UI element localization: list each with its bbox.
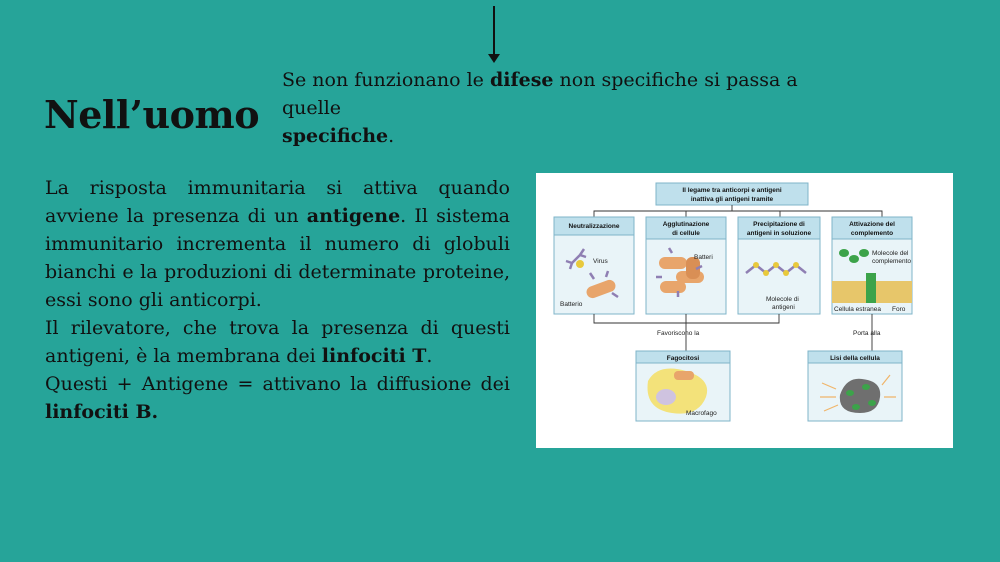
label-pore: Foro [892,306,906,313]
box-neutralization-title: Neutralizzazione [568,223,620,230]
top-note [282,66,842,150]
label-antigen-molecules-2: antigeni [772,304,795,311]
box-phagocytosis-title: Fagocitosi [666,355,700,362]
box-complement-title-1: Attivazione del [849,221,895,228]
para3-bold: linfociti B. [45,401,159,423]
header-connectors [594,205,882,217]
note-text-3: . [388,125,395,147]
para2-bold: linfociti T [321,345,427,367]
label-antigen-molecules-1: Molecole di [766,296,799,303]
slide-title: Nell’uomo [44,92,260,137]
down-arrow-head [488,54,500,63]
box-complement-title-2: complemento [850,230,894,237]
paragraph-1 [45,174,510,314]
box-precipitation-title-1: Precipitazione di [753,221,805,228]
para2-text-a: Il rilevatore, che trova la presenza di questi antigeni, è la membrana dei [45,317,510,367]
box-precipitation-title-2: antigeni in soluzione [746,230,812,237]
antibody-diagram-svg [536,173,953,448]
note-text-1: Se non funzionano le [282,69,490,91]
para1-bold: antigene [306,205,401,227]
para1-text-a: La risposta immunitaria si attiva quando avviene la presenza di un [45,177,510,227]
label-complement-molecules-1: Molecole del [872,250,909,257]
label-complement-molecules-2: complemento [872,258,912,265]
label-virus: Virus [593,258,608,265]
para3-text-a: Questi + Antigene = attivano la diffusione dei [45,373,510,395]
paragraph-2 [45,314,510,370]
diagram-header-line2: inattiva gli antigeni tramite [690,196,774,203]
antibody-diagram [536,173,953,448]
label-favoriscono: Favoriscono la [657,330,700,337]
lower-connectors [594,314,872,351]
label-foreign-cell: Cellula estranea [834,306,881,313]
label-porta-alla: Porta alla [853,330,881,337]
paragraph-3 [45,370,510,426]
down-arrow-line [493,6,495,56]
note-bold-1: difese [489,69,554,91]
box-agglutination-title-2: di cellule [672,230,700,237]
box-cell-lysis-title: Lisi della cellula [830,355,880,362]
diagram-header-line1: Il legame tra anticorpi e antigeni [682,187,782,194]
box-agglutination-title-1: Agglutinazione [662,221,710,228]
note-text-2: non specifiche si passa a quelle [282,69,798,119]
label-bacterium: Batterio [560,301,583,308]
para1-text-c: . Il sistema immunitario incrementa il numero di globuli bianchi e la produzioni di determinate proteine, essi sono gli anticorpi. [45,205,510,311]
label-bacteria: Batteri [694,254,713,261]
label-macrophage: Macrofago [686,410,717,417]
para2-text-c: . [426,345,433,367]
note-bold-2: specifiche [282,125,389,147]
body-text [45,174,510,426]
